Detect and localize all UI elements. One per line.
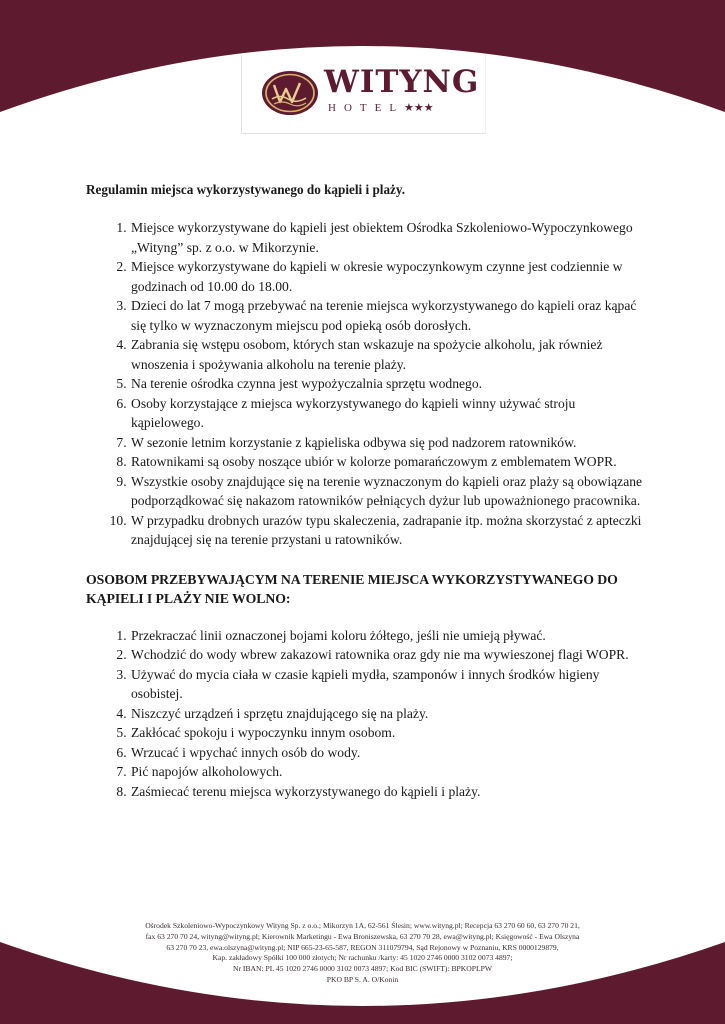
list-item: 10. W przypadku drobnych urazów typu skaleczenia, zadrapanie itp. można skorzystać z apteczki znajdującej się na terenie przystani u ratowników.	[130, 511, 646, 550]
list-item: 1. Przekraczać linii oznaczonej bojami koloru żółtego, jeśli nie umieją pływać.	[130, 626, 646, 646]
footer-line: Nr IBAN: PL 45 1020 2746 0000 3102 0073 4897; Kod BIC (SWIFT): BPKOPLPW	[233, 964, 492, 974]
list-item: 9. Wszystkie osoby znajdujące się na terenie wyznaczonym do kąpieli oraz plaży są obowiązane podporządkować się nakazom ratowników pełniących dyżur lub upoważnionego pracownika.	[130, 472, 646, 511]
hotel-subtitle	[328, 101, 434, 114]
rules-list	[86, 218, 646, 550]
list-item: 5. Zakłócać spokoju i wypoczynku innym osobom.	[130, 723, 646, 743]
list-item: 5. Na terenie ośrodka czynna jest wypożyczalnia sprzętu wodnego.	[130, 374, 646, 394]
list-item: 6. Wrzucać i wpychać innych osób do wody.	[130, 743, 646, 763]
footer-line: 63 270 70 23, ewa.olszyna@wityng.pl; NIP 665-23-65-587, REGON 311079794, Sąd Rejonowy w Poznaniu, KRS 0000129879,	[166, 942, 559, 952]
hotel-name: WITYNG	[324, 64, 480, 100]
prohibitions-list	[86, 626, 646, 802]
list-item: 1. Miejsce wykorzystywane do kąpieli jest obiektem Ośrodka Szkoleniowo-Wypoczynkowego „Wityng” sp. z o.o. w Mikorzynie.	[130, 218, 646, 257]
document-body	[86, 180, 646, 801]
list-item: 4. Zabrania się wstępu osobom, których stan wskazuje na spożycie alkoholu, jak również wnoszenia i spożywania alkoholu na terenie plaży.	[130, 335, 646, 374]
list-item: 8. Zaśmiecać terenu miejsca wykorzystywanego do kąpieli i plaży.	[130, 782, 646, 802]
list-item: 3. Używać do mycia ciała w czasie kąpieli mydła, szamponów i innych środków higieny osobistej.	[130, 665, 646, 704]
list-item: 7. W sezonie letnim korzystanie z kąpieliska odbywa się pod nadzorem ratowników.	[130, 433, 646, 453]
hotel-subtitle-text: HOTEL	[328, 102, 405, 114]
waves-emblem-icon	[260, 69, 320, 117]
list-item: 8. Ratownikami są osoby noszące ubiór w kolorze pomarańczowym z emblematem WOPR.	[130, 452, 646, 472]
list-item: 7. Pić napojów alkoholowych.	[130, 762, 646, 782]
list-item: 2. Miejsce wykorzystywane do kąpieli w okresie wypoczynkowym czynne jest codziennie w godzinach od 10.00 do 18.00.	[130, 257, 646, 296]
list-item: 6. Osoby korzystające z miejsca wykorzystywanego do kąpieli winny używać stroju kąpielowego.	[130, 394, 646, 433]
footer-line: fax 63 270 70 24, wityng@wityng.pl; Kierownik Marketingu - Ewa Broniszewska, 63 270 70 28, ewa@wityng.pl; Księgowość - Ewa Olszyna	[145, 931, 580, 941]
company-footer	[90, 921, 635, 986]
hotel-stars: ★★★	[404, 102, 434, 114]
footer-line: Ośrodek Szkoleniowo-Wypoczynkowy Wityng Sp. z o.o.; Mikorzyn 1A, 62-561 Ślesin; www.wityng.pl; Recepcja 63 270 60 60, 63 270 70 21,	[145, 921, 580, 930]
document-title: Regulamin miejsca wykorzystywanego do kąpieli i plaży.	[86, 182, 406, 197]
prohibitions-heading: OSOBOM PRZEBYWAJĄCYM NA TERENIE MIEJSCA WYKORZYSTYWANEGO DO KĄPIELI I PLAŻY NIE WOLNO:	[86, 571, 618, 606]
list-item: 3. Dzieci do lat 7 mogą przebywać na terenie miejsca wykorzystywanego do kąpieli oraz kąpać się tylko w wyznaczonym miejscu pod opieką osób dorosłych.	[130, 296, 646, 335]
hotel-logo	[241, 55, 486, 134]
footer-line: PKO BP S. A. O/Konin	[326, 974, 399, 984]
list-item: 2. Wchodzić do wody wbrew zakazowi ratownika oraz gdy nie ma wywieszonej flagi WOPR.	[130, 645, 646, 665]
footer-line: Kap. zakładowy Spółki 100 000 złotych; Nr rachunku /karty: 45 1020 2746 0000 3102 0073 4897;	[212, 953, 513, 963]
list-item: 4. Niszczyć urządzeń i sprzętu znajdującego się na plaży.	[130, 704, 646, 724]
